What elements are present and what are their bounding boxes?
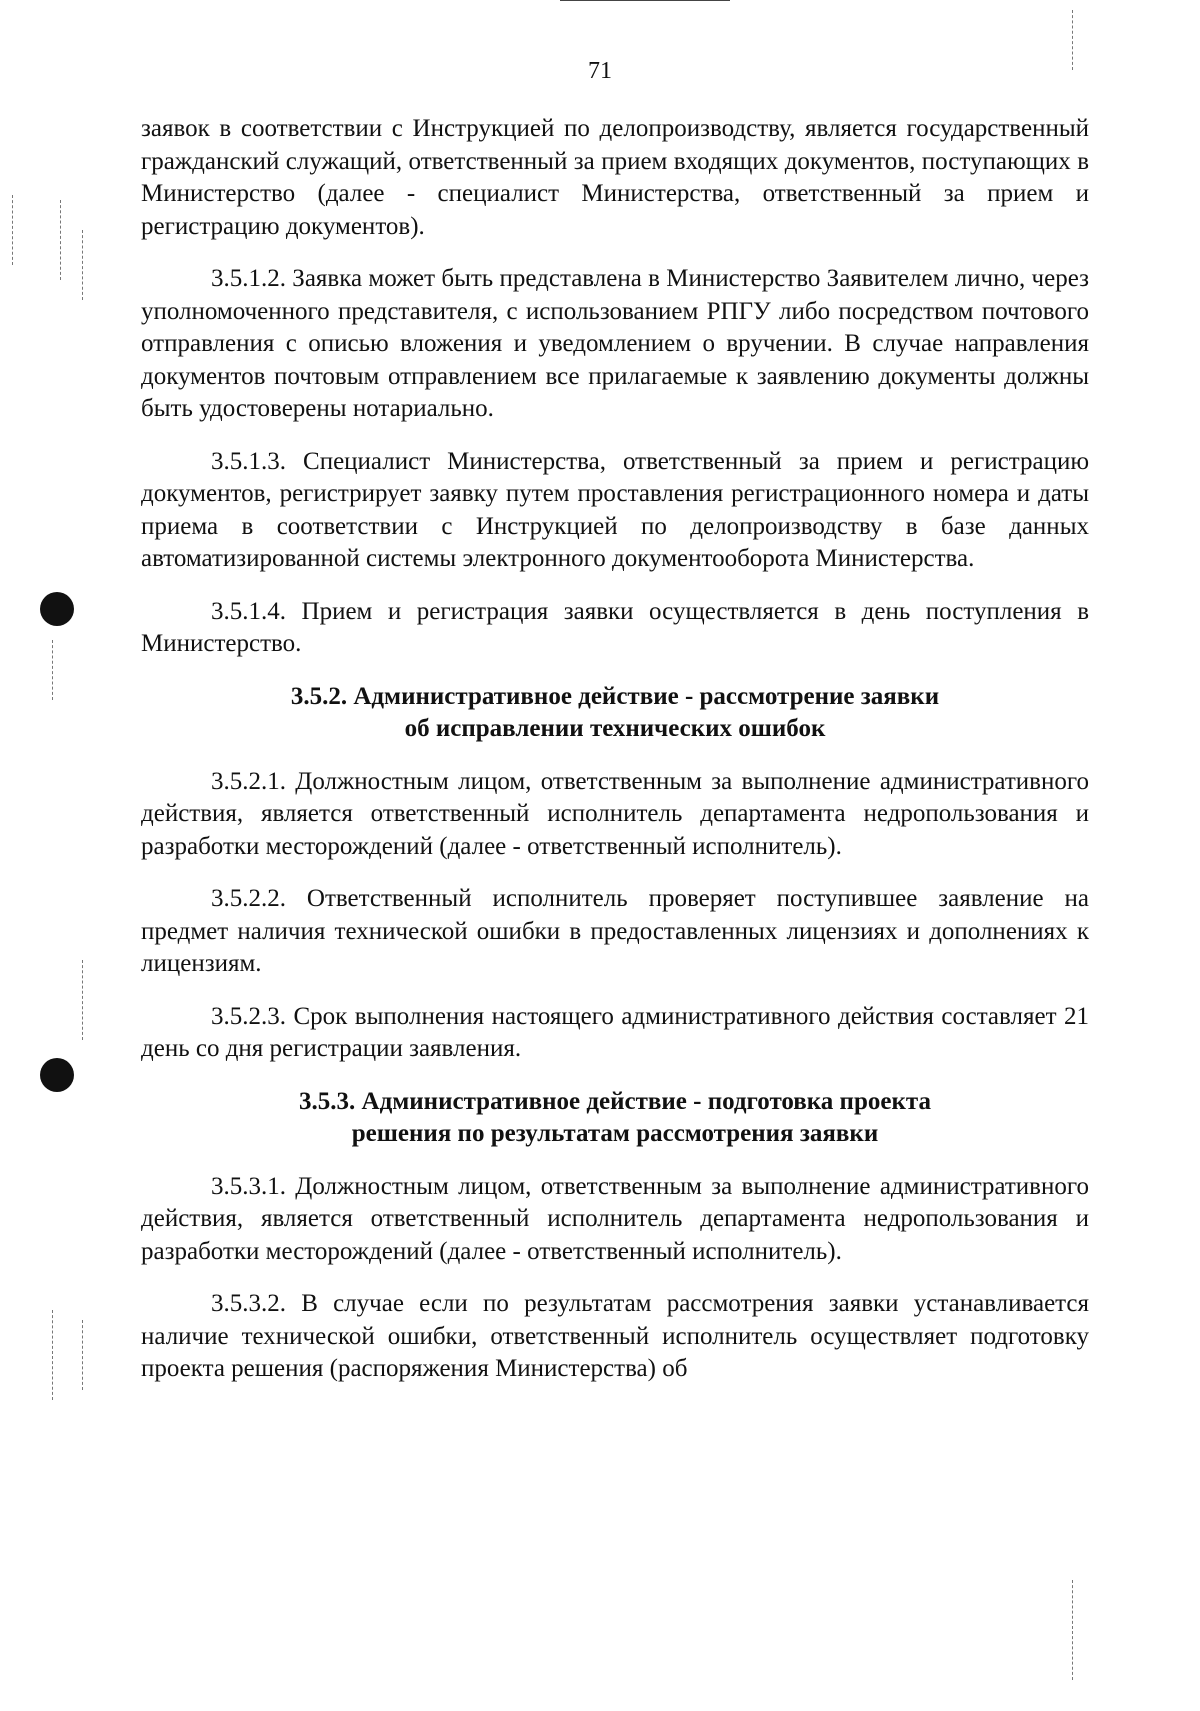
paragraph-3-5-2-2: 3.5.2.2. Ответственный исполнитель проверяет поступившее заявление на предмет наличия технической ошибки в предоставленных лицензиях и дополнениях к лицензиям. xyxy=(141,885,1089,977)
section-heading-3-5-2 xyxy=(141,681,1089,746)
binder-hole-mark xyxy=(40,592,74,626)
paragraph-3-5-3-2: 3.5.3.2. В случае если по результатам рассмотрения заявки устанавливается наличие технической ошибки, ответственный исполнитель осуществляет подготовку проекта решения (распоряжения Министерства) об xyxy=(141,1290,1089,1382)
section-heading-line: 3.5.2. Административное действие - рассмотрение заявки xyxy=(290,682,940,710)
paragraph-continued: заявок в соответствии с Инструкцией по делопроизводству, является государственный гражданский служащий, ответственный за прием входящих документов, поступающих в Министерство (далее - специалист Министерства, ответственный за прием и регистрацию документов). xyxy=(141,115,1089,240)
paragraph-3-5-2-1: 3.5.2.1. Должностным лицом, ответственным за выполнение административного действия, является ответственный исполнитель департамента недропользования и разработки месторождений (далее - ответственный исполнитель). xyxy=(141,767,1089,860)
page-number: 71 xyxy=(588,58,612,84)
paragraph-3-5-1-4: 3.5.1.4. Прием и регистрация заявки осуществляется в день поступления в Министерство. xyxy=(141,597,1089,657)
binder-hole-mark xyxy=(40,1058,74,1092)
scan-edge-mark xyxy=(12,195,13,265)
section-heading-line: об исправлении технических ошибок xyxy=(404,715,826,742)
scan-edge-mark xyxy=(52,640,53,700)
document-body xyxy=(141,113,1089,1406)
scan-edge-mark xyxy=(82,960,83,1040)
paragraph-3-5-1-2: 3.5.1.2. Заявка может быть представлена в Министерство Заявителем лично, через уполномоченного представителя, с использованием РПГУ либо посредством почтового отправления с описью вложения и уведомлением о вручении. В случае направления документов почтовым отправлением все прилагаемые к заявлению документы должны быть удостоверены нотариально. xyxy=(141,265,1089,422)
scan-edge-mark xyxy=(82,1320,83,1390)
scan-edge-mark xyxy=(1072,1580,1073,1680)
scan-edge-mark xyxy=(1072,10,1073,70)
section-heading-3-5-3 xyxy=(141,1086,1089,1151)
scan-edge-mark xyxy=(60,200,61,280)
paragraph-3-5-2-3: 3.5.2.3. Срок выполнения настоящего административного действия составляет 21 день со дня регистрации заявления. xyxy=(141,1002,1089,1062)
paragraph-3-5-1-3: 3.5.1.3. Специалист Министерства, ответственный за прием и регистрацию документов, регистрирует заявку путем проставления регистрационного номера и даты приема в соответствии с Инструкцией по делопроизводству в базе данных автоматизированной системы электронного документооборота Министерства. xyxy=(141,447,1089,572)
scan-edge-mark xyxy=(52,1310,53,1400)
scan-edge-mark xyxy=(82,230,83,300)
scan-top-line xyxy=(560,0,730,1)
paragraph-3-5-3-1: 3.5.3.1. Должностным лицом, ответственным за выполнение административного действия, является ответственный исполнитель департамента недропользования и разработки месторождений (далее - ответственный исполнитель). xyxy=(141,1172,1089,1265)
section-heading-line: решения по результатам рассмотрения заявки xyxy=(351,1120,879,1147)
section-heading-line: 3.5.3. Административное действие - подготовка проекта xyxy=(299,1087,931,1115)
